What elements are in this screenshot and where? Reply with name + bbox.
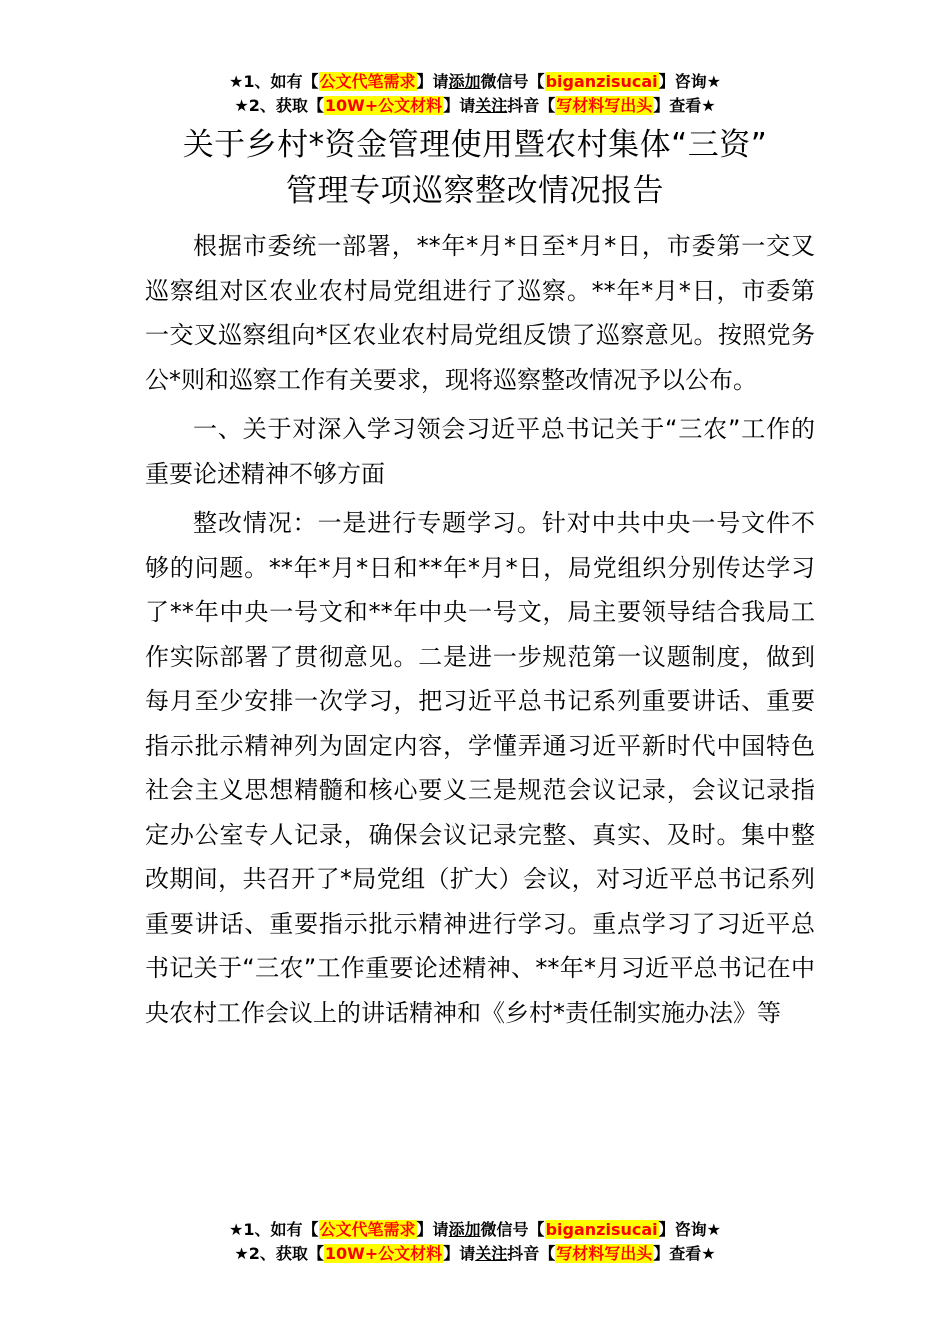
paragraph-intro: 根据市委统一部署，**年*月*日至*月*日，市委第一交叉巡察组对区农业农村局党组进行了巡察。**年*月*日，市委第一交叉巡察组向*区农业农村局党组反馈了巡察意见。按照党务公*则和巡察工作有关要求，现将巡察整改情况予以公布。 [145, 232, 815, 394]
banner-highlight-douyin-account: 写材料写出头 [556, 96, 653, 115]
banner-highlight-service: 公文代笔需求 [319, 1220, 416, 1239]
document-title-line-1: 关于乡村*资金管理使用暨农村集体“三资” [182, 127, 768, 163]
banner-highlight-wechat-id: biganzisucai [545, 72, 658, 91]
banner-highlight-materials: 10W+公文材料 [324, 1244, 443, 1263]
document-title [60, 122, 890, 214]
paragraph-rectification: 整改情况：一是进行专题学习。针对中共中央一号文件不够的问题。**年*月*日和**年*月*日，局党组织分别传达学习了**年中央一号文和**年中央一号文，局主要领导结合我局工作实际部署了贯彻意见。二是进一步规范第一议题制度，做到每月至少安排一次学习，把习近平总书记系列重要讲话、重要指示批示精神列为固定内容，学懂弄通习近平新时代中国特色社会主义思想精髓和核心要义三是规范会议记录，会议记录指定办公室专人记录，确保会议记录完整、真实、及时。集中整改期间，共召开了*局党组（扩大）会议，对习近平总书记系列重要讲话、重要指示批示精神进行学习。重点学习了习近平总书记关于“三农”工作重要论述精神、**年*月习近平总书记在中央农村工作会议上的讲话精神和《乡村*责任制实施办法》等 [145, 509, 815, 1027]
banner-line-1: ★1、如有【公文代笔需求】请添加微信号【biganzisucai】咨询★ [229, 1220, 721, 1239]
document-title-line-2: 管理专项巡察整改情况报告 [286, 173, 664, 209]
banner-line-2: ★2、获取【10W+公文材料】请关注抖音【写材料写出头】查看★ [234, 1244, 716, 1263]
document-body [145, 224, 815, 1040]
header-banner [0, 70, 950, 118]
banner-line-1: ★1、如有【公文代笔需求】请添加微信号【biganzisucai】咨询★ [229, 72, 721, 91]
banner-highlight-douyin-account: 写材料写出头 [556, 1244, 653, 1263]
paragraph-section-heading: 一、关于对深入学习领会习近平总书记关于“三农”工作的重要论述精神不够方面 [145, 415, 815, 488]
footer-banner [0, 1218, 950, 1266]
banner-highlight-wechat-id: biganzisucai [545, 1220, 658, 1239]
banner-highlight-service: 公文代笔需求 [319, 72, 416, 91]
banner-highlight-materials: 10W+公文材料 [324, 96, 443, 115]
banner-line-2: ★2、获取【10W+公文材料】请关注抖音【写材料写出头】查看★ [234, 96, 716, 115]
